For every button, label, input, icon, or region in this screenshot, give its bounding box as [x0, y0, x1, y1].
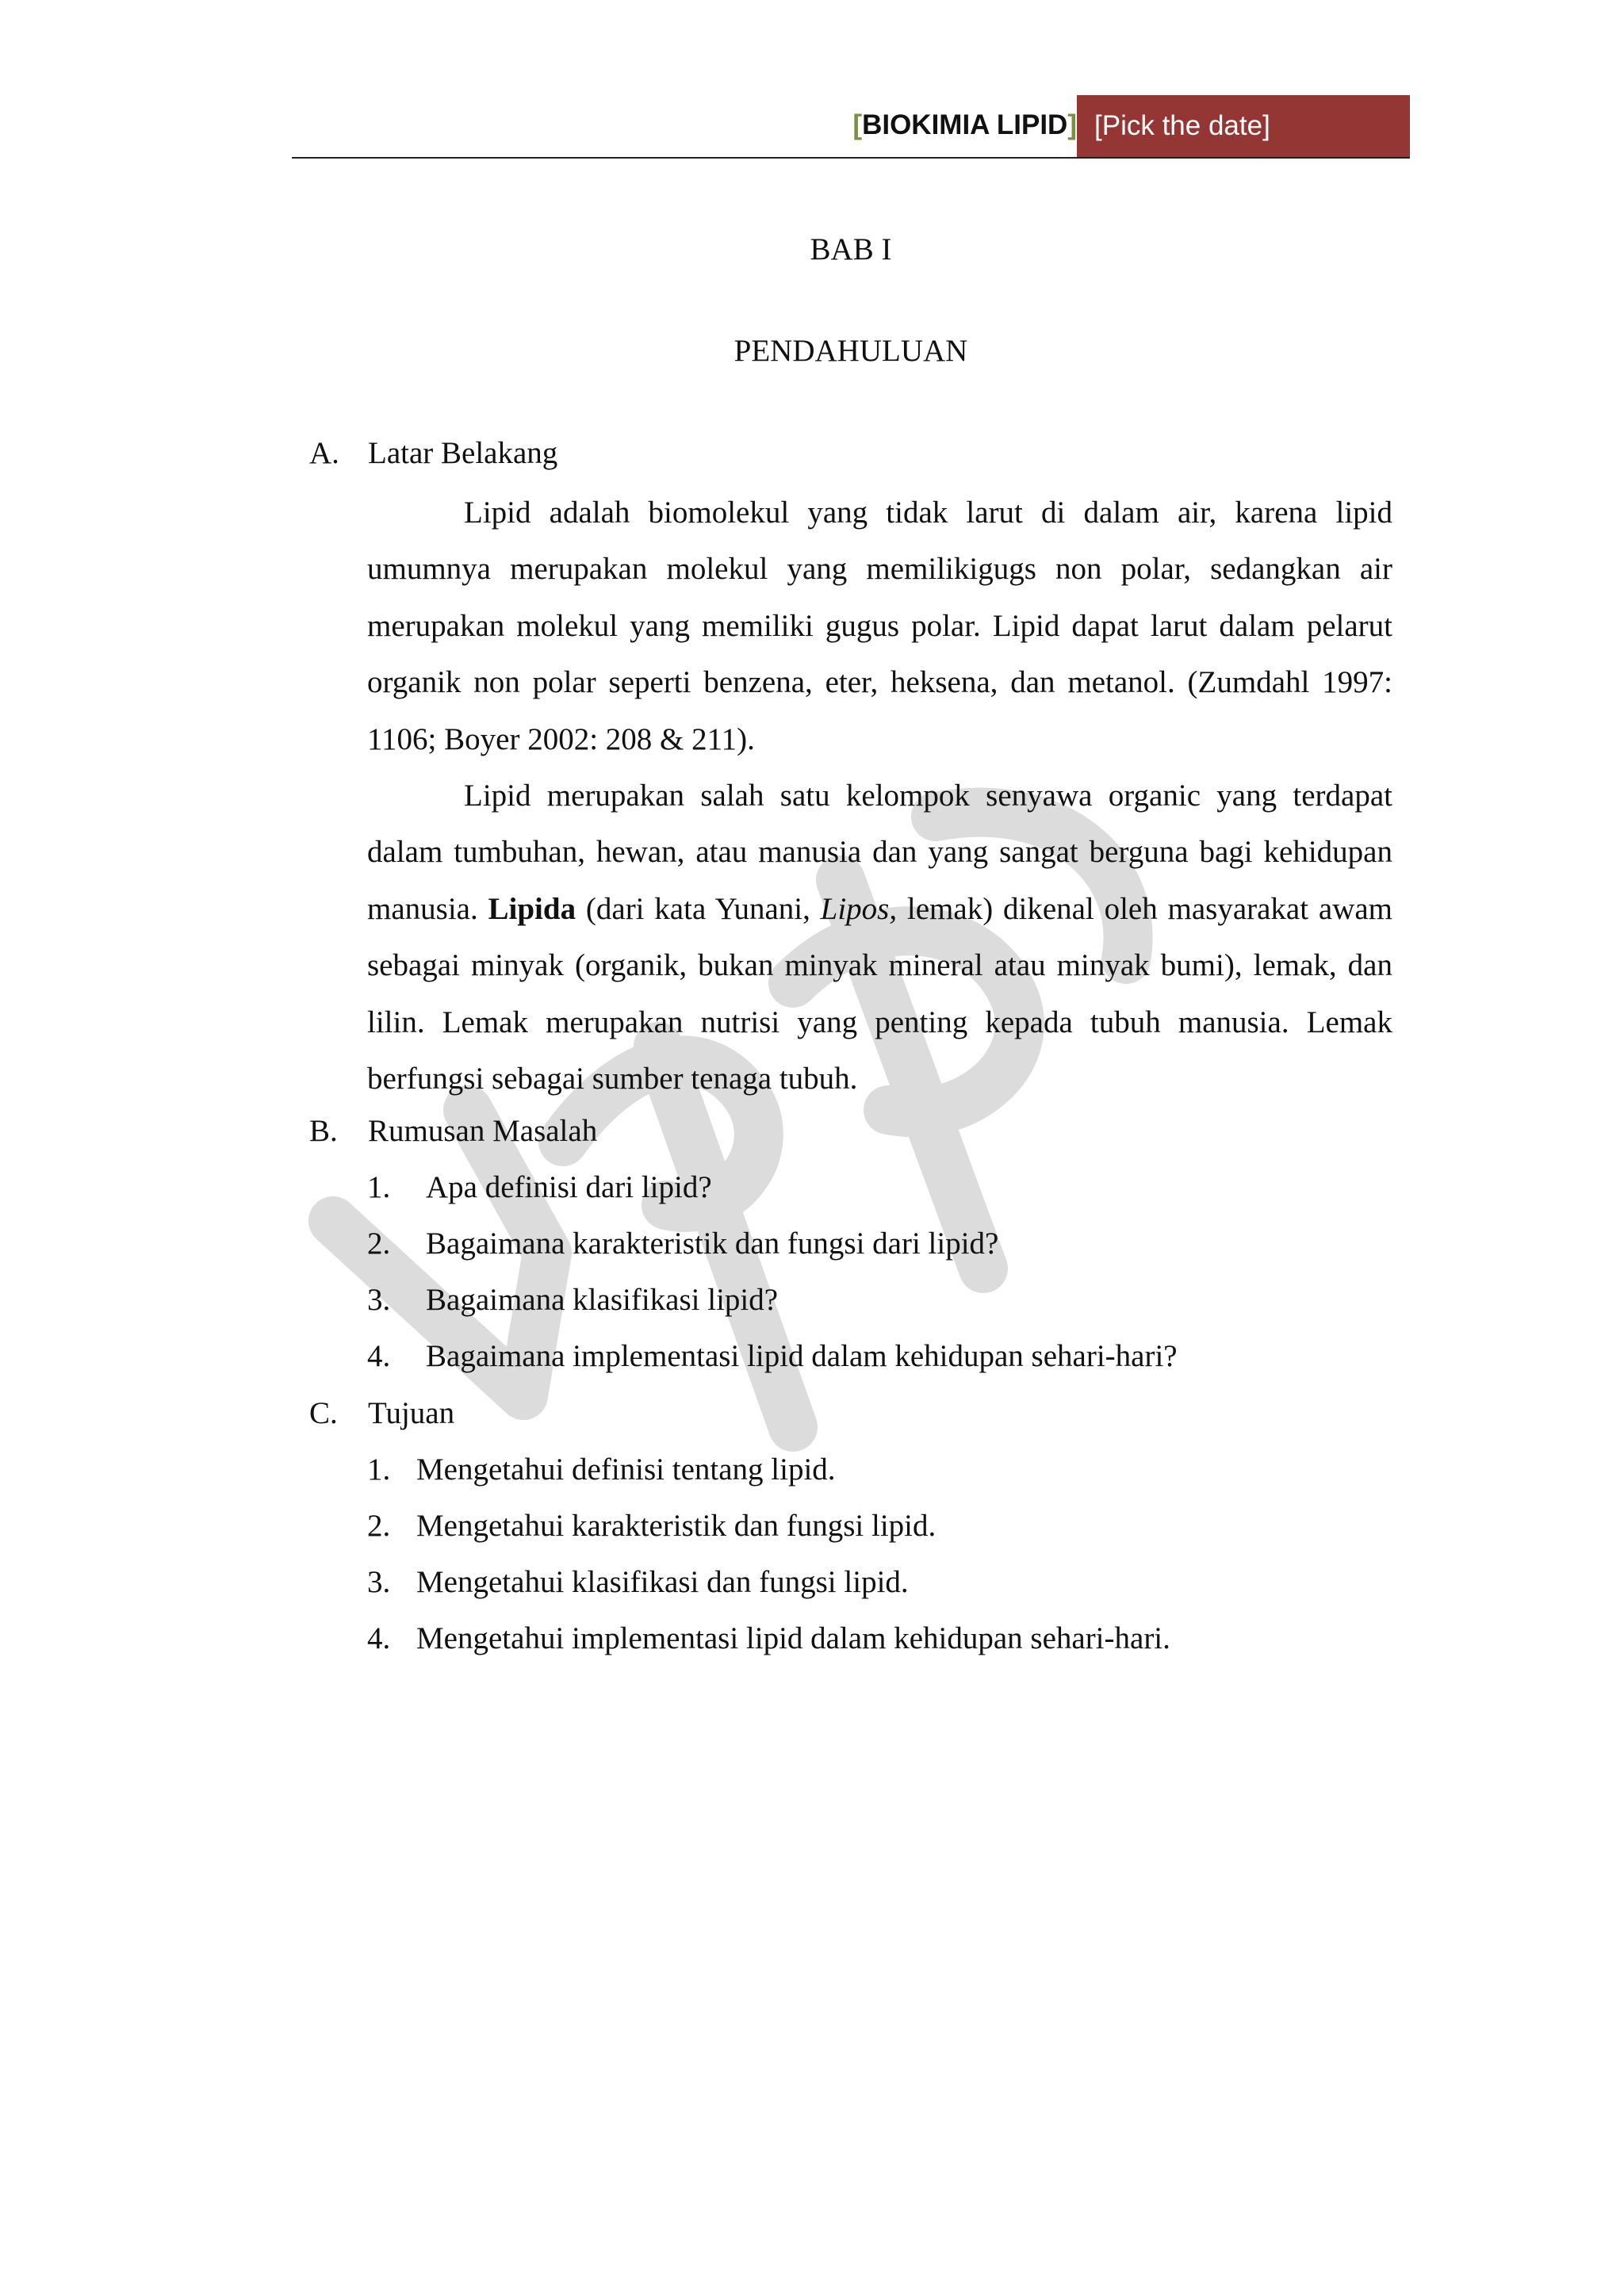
section-c-title: Tujuan: [368, 1396, 455, 1430]
page-header: [292, 95, 1410, 159]
list-number: 3.: [367, 1565, 391, 1599]
term-lipida: Lipida: [488, 891, 576, 926]
section-c-label: C.: [309, 1396, 338, 1430]
section-b-heading: [309, 1113, 597, 1149]
section-a-title: Latar Belakang: [368, 436, 558, 470]
section-a-body: [367, 484, 1392, 1107]
paragraph-2-tail: lemak) dikenal oleh masyarakat awam sebagai minyak (organik, bukan minyak mineral atau minyak bumi), lemak, dan lilin. Lemak merupakan nutrisi yang penting kepada tubuh manusia. Lemak berfungsi sebagai sumber tenaga tubuh.: [367, 891, 1392, 1096]
section-c-heading: [309, 1395, 454, 1431]
header-bracket-close: ]: [1067, 109, 1077, 140]
header-bracket-open: [: [852, 109, 863, 140]
list-number: 2.: [367, 1226, 391, 1261]
list-text: Bagaimana karakteristik dan fungsi dari lipid?: [426, 1226, 999, 1261]
list-item: [367, 1338, 1178, 1374]
paragraph-2-lead: Lipid merupakan salah satu kelompok senyawa organic yang terdapat dalam tumbuhan, hewan, atau manusia dan yang sangat berguna bagi kehidupan manusia.: [367, 779, 1392, 926]
list-text: Bagaimana klasifikasi lipid?: [426, 1283, 779, 1317]
list-text: Mengetahui definisi tentang lipid.: [416, 1452, 836, 1487]
list-item: [367, 1621, 1170, 1656]
paragraph-2: [367, 767, 1392, 1107]
section-b-label: B.: [309, 1114, 338, 1148]
chapter-number: BAB I: [810, 232, 892, 266]
list-number: 1.: [367, 1452, 391, 1487]
list-item: [367, 1226, 998, 1261]
list-number: 3.: [367, 1283, 391, 1317]
list-text: Mengetahui implementasi lipid dalam kehidupan sehari-hari.: [416, 1621, 1170, 1655]
list-text: Mengetahui karakteristik dan fungsi lipid.: [416, 1509, 936, 1543]
list-item: [367, 1564, 909, 1600]
list-text: Apa definisi dari lipid?: [426, 1170, 712, 1204]
list-number: 4.: [367, 1621, 391, 1655]
header-title-text: BIOKIMIA LIPID: [862, 109, 1068, 140]
paragraph-1: Lipid adalah biomolekul yang tidak larut di dalam air, karena lipid umumnya merupakan molekul yang memilikigugs non polar, sedangkan air merupakan molekul yang memiliki gugus polar. Lipid dapat larut dalam pelarut organik non polar seperti benzena, eter, heksena, dan metanol. (Zumdahl 1997: 1106; Boyer 2002: 208 & 211).: [367, 496, 1392, 756]
section-a-heading: [309, 435, 557, 471]
list-number: 4.: [367, 1339, 391, 1373]
list-text: Mengetahui klasifikasi dan fungsi lipid.: [416, 1565, 909, 1599]
list-number: 1.: [367, 1170, 391, 1204]
list-number: 2.: [367, 1509, 391, 1543]
list-item: [367, 1508, 936, 1544]
term-lipos: Lipos,: [820, 891, 898, 926]
list-item: [367, 1452, 836, 1487]
header-title: [852, 109, 1077, 141]
list-item: [367, 1169, 712, 1205]
section-a-label: A.: [309, 436, 339, 470]
list-item: [367, 1282, 778, 1318]
paragraph-2-mid: (dari kata Yunani,: [585, 891, 810, 926]
chapter-title: PENDAHULUAN: [733, 334, 968, 368]
list-text: Bagaimana implementasi lipid dalam kehidupan sehari-hari?: [426, 1339, 1178, 1373]
section-b-title: Rumusan Masalah: [368, 1114, 598, 1148]
date-placeholder[interactable]: [Pick the date]: [1077, 95, 1410, 157]
